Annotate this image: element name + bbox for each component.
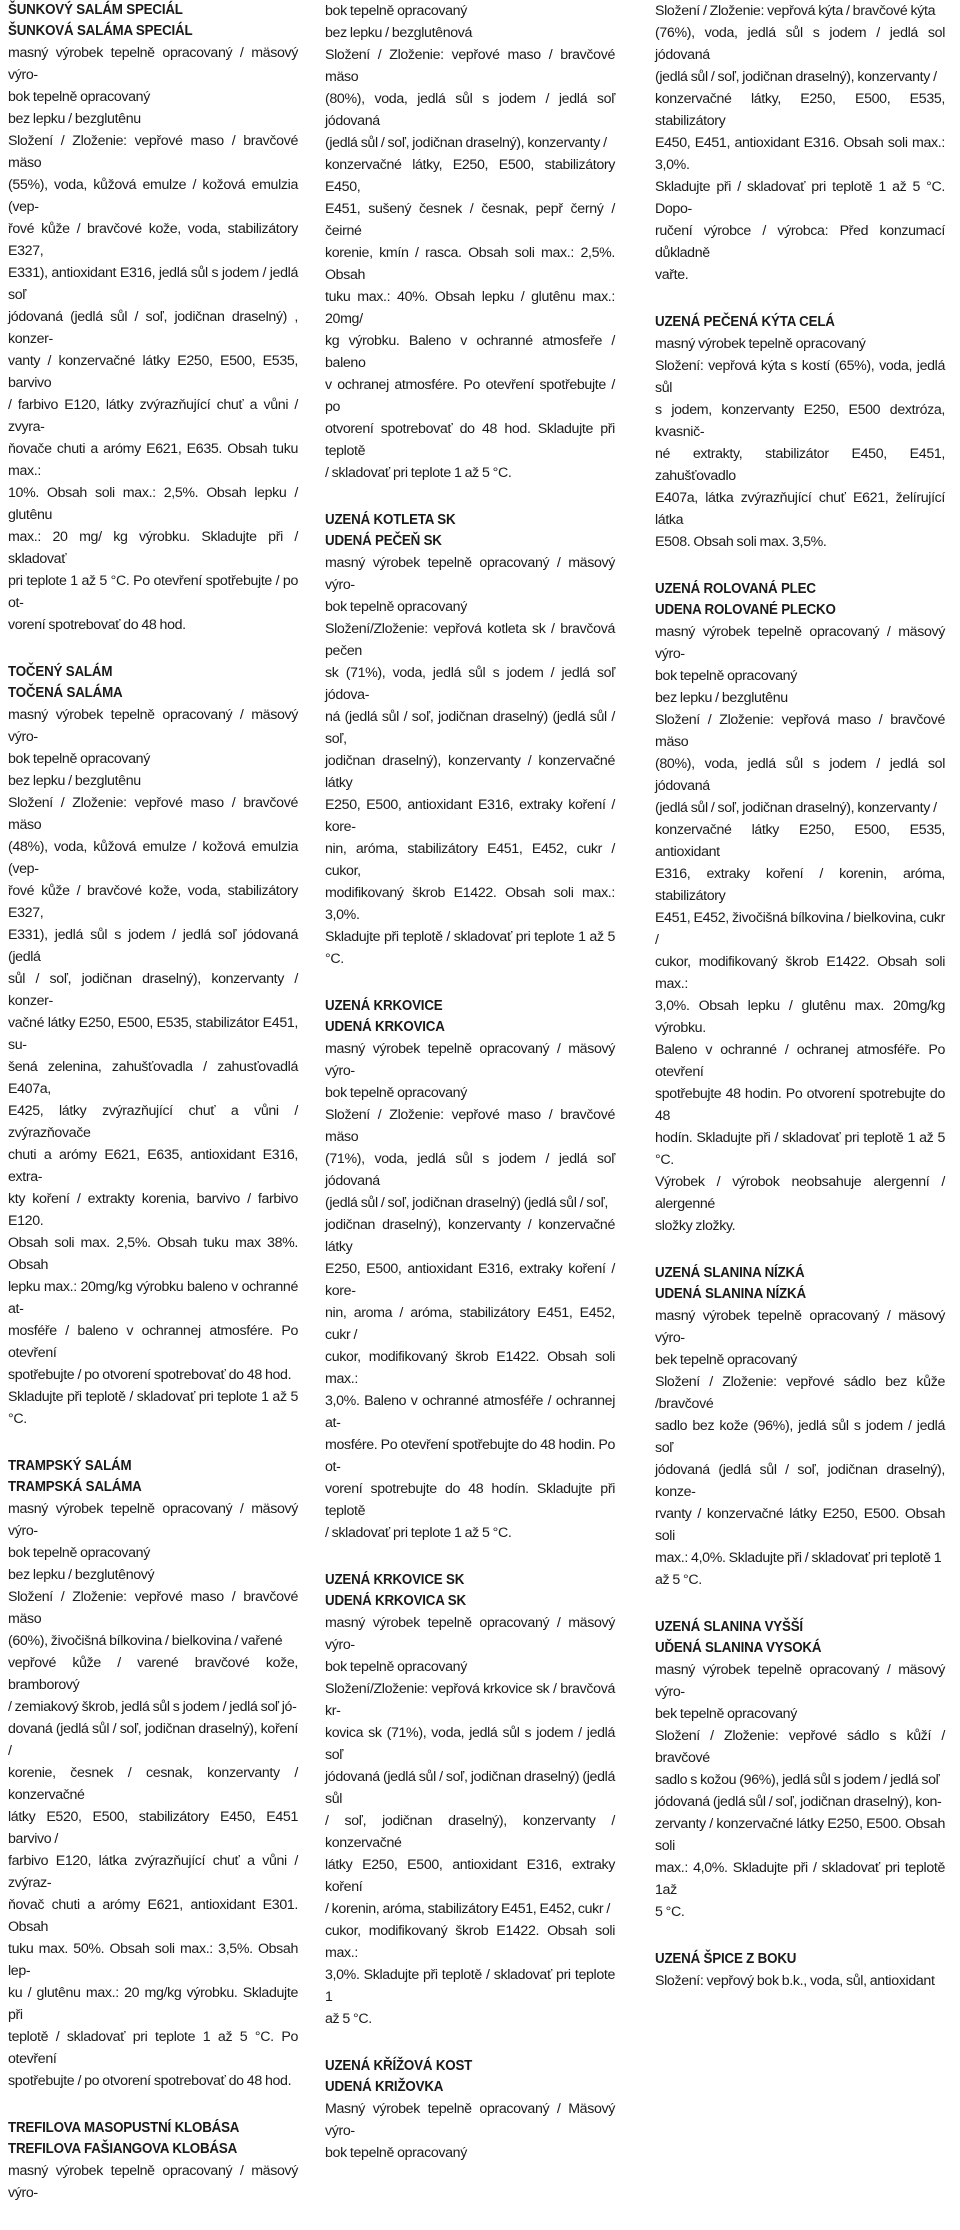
product-description <box>8 1498 298 2092</box>
description-line: spotřebujte 48 hodin. Po otvorení spotrebujte do 48 <box>655 1086 945 1124</box>
description-line: ňovač chuti a arómy E621, antioxidant E301. Obsah <box>8 1897 298 1935</box>
description-line: E331), jedlá sůl s jodem / jedlá soľ jódovaná (jedlá <box>8 927 298 965</box>
product-title: UZENÁ KRKOVICE SK <box>325 1572 465 1588</box>
description-line: bok tepelně opracovaný <box>325 2145 467 2161</box>
product-entry <box>325 510 615 970</box>
description-line: řové kůže / bravčové kože, voda, stabilizátory E327, <box>8 883 298 921</box>
description-line: / zemiakový škrob, jedlá sůl s jodem / jedlá soľ jó- <box>8 1699 297 1715</box>
description-line: / skladovať pri teplote 1 až 5 °C. <box>325 1525 512 1541</box>
product-entry <box>655 579 945 1237</box>
description-line: Složení: vepřový bok b.k., voda, sůl, antioxidant <box>655 1973 935 1989</box>
description-line: (60%), živočišná bílkovina / bielkovina / vařené <box>8 1633 283 1649</box>
product-description <box>655 1970 945 1992</box>
product-title: TREFILOVA MASOPUSTNÍ KLOBÁSA <box>8 2120 240 2136</box>
description-line: vepřové kůže / varené bravčové kože, bramborový <box>8 1655 298 1693</box>
product-description <box>325 1612 615 2030</box>
description-line: tuku max.: 40%. Obsah lepku / glutênu max.: 20mg/ <box>325 289 615 327</box>
product-entry <box>325 0 615 484</box>
product-entry <box>325 2056 615 2164</box>
description-line: 3,0%. Obsah lepku / glutênu max. 20mg/kg výrobku. <box>655 998 945 1036</box>
product-title-alt: TOČENÁ SALÁMA <box>8 685 123 701</box>
description-line: (55%), voda, kůžová emulze / kožová emulzia (vep- <box>8 177 298 215</box>
description-line: / farbivo E120, látky zvýrazňující chuť a vůni / zvyra- <box>8 397 298 435</box>
description-line: sadlo bez kože (96%), jedlá sůl s jodem / jedlá soľ <box>655 1418 945 1456</box>
description-line: max.: 4,0%. Skladujte při / skladovať pri teplotě 1 <box>655 1550 942 1566</box>
description-line: Výrobek / výrobok neobsahuje alergenní / alergenné <box>655 1174 945 1212</box>
description-line: dovaná (jedlá sůl / soľ, jodičnan draselný), koření / <box>8 1721 298 1759</box>
description-line: bez lepku / bezglutênu <box>8 773 141 789</box>
description-line: bok tepelně opracovaný <box>8 1545 150 1561</box>
description-line: (80%), voda, jedlá sůl s jodem / jedlá sol jódovaná <box>655 756 945 794</box>
column-left <box>8 0 298 2230</box>
description-line: kovica sk (71%), voda, jedlá sůl s jodem / jedlá soľ <box>325 1725 615 1763</box>
description-line: bok tepelně opracovaný <box>325 1659 467 1675</box>
description-line: (jedlá sůl / soľ, jodičnan draselný), konzervanty / <box>655 69 937 85</box>
description-line: korenie, česnek / cesnak, konzervanty / konzervačné <box>8 1765 298 1803</box>
description-line: ku / glutênu max.: 20 mg/kg výrobku. Skladujte při <box>8 1985 298 2023</box>
description-line: sk (71%), voda, jedlá sůl s jodem / jedlá soľ jódova- <box>325 665 615 703</box>
description-line: E425, látky zvýrazňující chuť a vůni / zvýrazňovače <box>8 1103 298 1141</box>
description-line: farbivo E120, látka zvýrazňující chuť a vůni / zvýraz- <box>8 1853 298 1891</box>
description-line: až 5 °C. <box>655 1572 702 1588</box>
product-title-alt: ŠUNKOVÁ SALÁMA SPECIÁL <box>8 23 193 39</box>
product-title: UZENÁ KRKOVICE <box>325 998 443 1014</box>
description-line: až 5 °C. <box>325 2011 372 2027</box>
product-description <box>8 42 298 636</box>
description-line: rvanty / konzervačné látky E250, E500. Obsah soli <box>655 1506 945 1544</box>
description-line: bok tepelně opracovaný <box>325 1085 467 1101</box>
description-line: masný výrobek tepelně opracovaný / mäsový výro- <box>655 624 945 662</box>
description-line: tuku max. 50%. Obsah soli max.: 3,5%. Obsah lep- <box>8 1941 298 1979</box>
description-line: jódovaná (jedlá sůl / soľ, jodičnan draselný) (jedlá sůl <box>325 1769 615 1807</box>
description-line: E331), antioxidant E316, jedlá sůl s jodem / jedlá soľ <box>8 265 298 303</box>
description-line: masný výrobek tepelně opracovaný / mäsový výro- <box>8 707 298 745</box>
description-line: cukor, modifikovaný škrob E1422. Obsah soli max.: <box>325 1923 615 1961</box>
product-entry <box>8 0 298 636</box>
description-line: šená zelenina, zahušťovadla / zahusťovadlá E407a, <box>8 1059 298 1097</box>
product-title-alt: UĎENÁ SLANINA VYSOKÁ <box>655 1640 822 1656</box>
product-title-alt: UDENÁ SLANINA NÍZKÁ <box>655 1286 806 1302</box>
description-line: Složení / Zloženie: vepřová kýta / bravčové kýta <box>655 3 936 19</box>
description-line: vorení spotrebovať do 48 hod. <box>8 617 186 633</box>
description-line: Baleno v ochranné / ochranej atmosféře. Po otevření <box>655 1042 945 1080</box>
description-line: otvorení spotrebovať do 48 hod. Skladujte při teplotě <box>325 421 615 459</box>
description-line: kg výrobku. Baleno v ochranné atmosfeře / baleno <box>325 333 615 371</box>
description-line: složky zložky. <box>655 1218 736 1234</box>
description-line: jódovaná (jedlá sůl / soľ, jodičnan draselný) , konzer- <box>8 309 298 347</box>
product-entry <box>8 2118 298 2204</box>
description-line: (jedlá sůl / soľ, jodičnan draselný), konzervanty / <box>325 135 607 151</box>
description-line: cukor, modifikovaný škrob E1422. Obsah soli max.: <box>655 954 945 992</box>
description-line: Složení / Zloženie: vepřové sádlo bez kůže /bravčové <box>655 1374 945 1412</box>
description-line: masný výrobek tepelně opracovaný / mäsový výro- <box>8 45 298 83</box>
description-line: Složení/Zloženie: vepřová krkovice sk / bravčová kr- <box>325 1681 615 1719</box>
product-title: UZENÁ PEČENÁ KÝTA CELÁ <box>655 314 835 330</box>
description-line: Složení / Zloženie: vepřové maso / bravčové mäso <box>8 133 298 171</box>
description-line: mosfére. Po otevření spotřebujte do 48 hodin. Po ot- <box>325 1437 615 1475</box>
description-line: bok tepelně opracovaný <box>8 89 150 105</box>
description-line: jodičnan draselný), konzervanty / konzervačné látky <box>325 1217 615 1255</box>
description-line: Skladujte při / skladovať pri teplotě 1 až 5 °C. Dopo- <box>655 179 945 217</box>
description-line: masný výrobek tepelně opracovaný / mäsový výro- <box>325 1615 615 1653</box>
description-line: vorení spotrebujte do 48 hodín. Skladujte při teplotě <box>325 1481 615 1519</box>
product-description <box>325 0 615 484</box>
product-title: ŠUNKOVÝ SALÁM SPECIÁL <box>8 2 183 18</box>
description-line: 5 °C. <box>655 1904 685 1920</box>
product-entry <box>655 1617 945 1923</box>
description-line: ná (jedlá sůl / soľ, jodičnan draselný) (jedlá sůl / soľ, <box>325 709 615 747</box>
description-line: Masný výrobek tepelně opracovaný / Mäsový výro- <box>325 2101 615 2139</box>
product-title-alt: TREFILOVA FAŠIANGOVA KLOBÁSA <box>8 2141 238 2157</box>
description-line: Složení / Zloženie: vepřové maso / bravčové mäso <box>8 1589 298 1627</box>
description-line: E508. Obsah soli max. 3,5%. <box>655 534 827 550</box>
product-title: TOČENÝ SALÁM <box>8 664 113 680</box>
description-line: Skladujte při teplotě / skladovať pri teplote 1 až 5 °C. <box>325 929 615 967</box>
description-line: ručení výrobce / výrobca: Před konzumací důkladně <box>655 223 945 261</box>
product-description <box>325 1038 615 1544</box>
product-entry <box>655 1949 945 1992</box>
description-line: Skladujte při teplotě / skladovať pri teplote 1 až 5 °C. <box>8 1389 298 1427</box>
description-line: (jedlá sůl / soľ, jodičnan draselný), konzervanty / <box>655 800 937 816</box>
description-line: korenie, kmín / rasca. Obsah soli max.: 2,5%. Obsah <box>325 245 615 283</box>
description-line: Složení / Zloženie: vepřové maso / bravčové mäso <box>8 795 298 833</box>
description-line: Složení / Zloženie: vepřová maso / bravčové mäso <box>655 712 945 750</box>
product-title-alt: UDENA ROLOVANÉ PLECKO <box>655 602 836 618</box>
description-line: E316, extraky koření / korenin, aróma, stabilizátory <box>655 866 945 904</box>
description-line: vařte. <box>655 267 689 283</box>
description-line: Složení / Zloženie: vepřové maso / bravčové mäso <box>325 1107 615 1145</box>
product-entry <box>655 0 945 286</box>
product-description <box>655 621 945 1237</box>
description-line: E407a, látka zvýrazňující chuť E621, želírující látka <box>655 490 945 528</box>
description-line: (jedlá sůl / soľ, jodičnan draselný) (jedlá sůl / soľ, <box>325 1195 608 1211</box>
description-line: masný výrobek tepelně opracovaný / mäsový výro- <box>325 1041 615 1079</box>
product-entry <box>8 1456 298 2092</box>
product-title-alt: UDENÁ KRKOVICA <box>325 1019 445 1035</box>
product-title: UZENÁ ROLOVANÁ PLEC <box>655 581 816 597</box>
description-line: 3,0%. Skladujte při teplotě / skladovať pri teplote 1 <box>325 1967 615 2005</box>
product-entry <box>325 1570 615 2030</box>
product-title: TRAMPSKÝ SALÁM <box>8 1458 132 1474</box>
description-line: (71%), voda, jedlá sůl s jodem / jedlá soľ jódovaná <box>325 1151 615 1189</box>
description-line: jodičnan draselný), konzervanty / konzervačné látky <box>325 753 615 791</box>
description-line: v ochranej atmosfére. Po otevření spotřebujte / po <box>325 377 615 415</box>
description-line: spotřebujte / po otvorení spotrebovať do 48 hod. <box>8 2073 292 2089</box>
description-line: cukor, modifikovaný škrob E1422. Obsah soli max.: <box>325 1349 615 1387</box>
column-middle <box>325 0 615 2190</box>
product-title-alt: UDENÁ PEČEŇ SK <box>325 533 442 549</box>
description-line: bok tepelně opracovaný <box>655 668 797 684</box>
description-line: masný výrobek tepelně opracovaný / mäsový výro- <box>655 1662 945 1700</box>
description-line: né extrakty, stabilizátor E450, E451, zahušťovadlo <box>655 446 945 484</box>
description-line: bok tepelně opracovaný <box>325 599 467 615</box>
product-title: UZENÁ KOTLETA SK <box>325 512 456 528</box>
product-title-alt: UDENÁ KRIŽOVKA <box>325 2079 444 2095</box>
product-entry <box>655 1263 945 1591</box>
product-title-alt: TRAMPSKÁ SALÁMA <box>8 1479 142 1495</box>
product-description <box>655 1659 945 1923</box>
product-entry <box>8 662 298 1430</box>
product-description <box>655 333 945 553</box>
description-line: E250, E500, antioxidant E316, extraky koření / kore- <box>325 1261 615 1299</box>
description-line: s jodem, konzervanty E250, E500 dextróza, kvasnič- <box>655 402 945 440</box>
description-line: Složení: vepřová kýta s kostí (65%), voda, jedlá sůl <box>655 358 945 396</box>
product-description <box>655 0 945 286</box>
description-line: ňovače chuti a arómy E621, E635. Obsah tuku max.: <box>8 441 298 479</box>
description-line: masný výrobek tepelně opracovaný / mäsový výro- <box>8 1501 298 1539</box>
product-description <box>8 2160 298 2204</box>
description-line: jódovaná (jedlá sůl / soľ, jodičnan draselný), kon- <box>655 1794 942 1810</box>
product-description <box>325 2098 615 2164</box>
description-line: teplotě / skladovať pri teplote 1 až 5 °C. Po otevření <box>8 2029 298 2067</box>
description-line: látky E520, E500, stabilizátory E450, E451 barvivo / <box>8 1809 298 1847</box>
description-line: bok tepelně opracovaný <box>8 751 150 767</box>
description-line: konzervačné látky E250, E500, E535, antioxidant <box>655 822 945 860</box>
description-line: bek tepelně opracovaný <box>655 1352 797 1368</box>
description-line: pri teplote 1 až 5 °C. Po otevření spotřebujte / po ot- <box>8 573 298 611</box>
product-description <box>8 704 298 1430</box>
description-line: bez lepku / bezglutênová <box>325 25 473 41</box>
description-line: bok tepelně opracovaný <box>325 3 467 19</box>
description-line: masný výrobek tepelně opracovaný / mäsový výro- <box>325 555 615 593</box>
product-title: UZENÁ ŠPICE Z BOKU <box>655 1951 797 1967</box>
description-line: Složení/Zloženie: vepřová kotleta sk / bravčová pečen <box>325 621 615 659</box>
description-line: (76%), voda, jedlá sůl s jodem / jedlá sol jódovaná <box>655 25 945 63</box>
description-line: max.: 20 mg/ kg výrobku. Skladujte při / skladovať <box>8 529 298 567</box>
description-line: / korenin, aróma, stabilizátory E451, E452, cukr / <box>325 1901 610 1917</box>
description-line: látky E250, E500, antioxidant E316, extraky koření <box>325 1857 615 1895</box>
description-line: masný výrobek tepelně opracovaný / mäsový výro- <box>655 1308 945 1346</box>
description-line: hodín. Skladujte při / skladovať pri teplotě 1 až 5 °C. <box>655 1130 945 1168</box>
description-line: E451, sušený česnek / česnak, pepř černý / čeirné <box>325 201 615 239</box>
description-line: max.: 4,0%. Skladujte při / skladovať pri teplotě 1až <box>655 1860 945 1898</box>
description-line: Složení / Zloženie: vepřové sádlo s kůží / bravčové <box>655 1728 945 1766</box>
description-line: / soľ, jodičnan draselný), konzervanty / konzervačné <box>325 1813 615 1851</box>
description-line: bez lepku / bezglutênu <box>655 690 788 706</box>
description-line: řové kůže / bravčové kože, voda, stabilizátory E327, <box>8 221 298 259</box>
description-line: (80%), voda, jedlá sůl s jodem / jedlá soľ jódovaná <box>325 91 615 129</box>
description-line: mosféře / baleno v ochrannej atmosfére. Po otevření <box>8 1323 298 1361</box>
product-title: UZENÁ SLANINA NÍZKÁ <box>655 1265 805 1281</box>
description-line: bek tepelně opracovaný <box>655 1706 797 1722</box>
description-line: modifikovaný škrob E1422. Obsah soli max.: 3,0%. <box>325 885 615 923</box>
product-entry <box>655 312 945 553</box>
description-line: sůl / soľ, jodičnan draselný), konzervanty / konzer- <box>8 971 298 1009</box>
product-description <box>325 552 615 970</box>
description-line: bez lepku / bezglutênu <box>8 111 141 127</box>
description-line: Složení / Zloženie: vepřové maso / bravčové mäso <box>325 47 615 85</box>
product-entry <box>325 996 615 1544</box>
description-line: E451, E452, živočišná bílkovina / bielkovina, cukr / <box>655 910 945 948</box>
description-line: nin, aroma / aróma, stabilizátory E451, E452, cukr / <box>325 1305 615 1343</box>
description-line: jódovaná (jedlá sůl / soľ, jodičnan draselný), konze- <box>655 1462 945 1500</box>
product-title-alt: UDENÁ KRKOVICA SK <box>325 1593 466 1609</box>
description-line: E250, E500, antioxidant E316, extraky koření / kore- <box>325 797 615 835</box>
description-line: chuti a arómy E621, E635, antioxidant E316, extra- <box>8 1147 298 1185</box>
description-line: sadlo s kožou (96%), jedlá sůl s jodem / jedlá soľ <box>655 1772 940 1788</box>
product-title: UZENÁ KŘÍŽOVÁ KOST <box>325 2058 473 2074</box>
description-line: bez lepku / bezglutênový <box>8 1567 155 1583</box>
description-line: nin, aróma, stabilizátory E451, E452, cukr / cukor, <box>325 841 615 879</box>
description-line: / skladovať pri teplote 1 až 5 °C. <box>325 465 512 481</box>
description-line: spotřebujte / po otvorení spotrebovať do 48 hod. <box>8 1367 292 1383</box>
description-line: masný výrobek tepelně opracovaný <box>655 336 866 352</box>
description-line: masný výrobek tepelně opracovaný / mäsový výro- <box>8 2163 298 2201</box>
product-title: UZENÁ SLANINA VYŠŠÍ <box>655 1619 803 1635</box>
description-line: 3,0%. Baleno v ochranné atmosféře / ochrannej at- <box>325 1393 615 1431</box>
description-line: zervanty / konzervačné látky E250, E500. Obsah soli <box>655 1816 945 1854</box>
description-line: (48%), voda, kůžová emulze / kožová emulzia (vep- <box>8 839 298 877</box>
product-description <box>655 1305 945 1591</box>
description-line: lepku max.: 20mg/kg výrobku baleno v ochranné at- <box>8 1279 298 1317</box>
description-line: vačné látky E250, E500, E535, stabilizátor E451, su- <box>8 1015 298 1053</box>
description-line: konzervačné látky, E250, E500, E535, stabilizátory <box>655 91 945 129</box>
description-line: vanty / konzervačné látky E250, E500, E535, barvivo <box>8 353 298 391</box>
description-line: konzervačné látky, E250, E500, stabilizátory E450, <box>325 157 615 195</box>
description-line: Obsah soli max. 2,5%. Obsah tuku max 38%. Obsah <box>8 1235 298 1273</box>
description-line: 10%. Obsah soli max.: 2,5%. Obsah lepku / glutênu <box>8 485 298 523</box>
column-right <box>655 0 945 2018</box>
description-line: kty koření / extrakty korenia, barvivo / farbivo E120. <box>8 1191 298 1229</box>
description-line: E450, E451, antioxidant E316. Obsah soli max.: 3,0%. <box>655 135 945 173</box>
